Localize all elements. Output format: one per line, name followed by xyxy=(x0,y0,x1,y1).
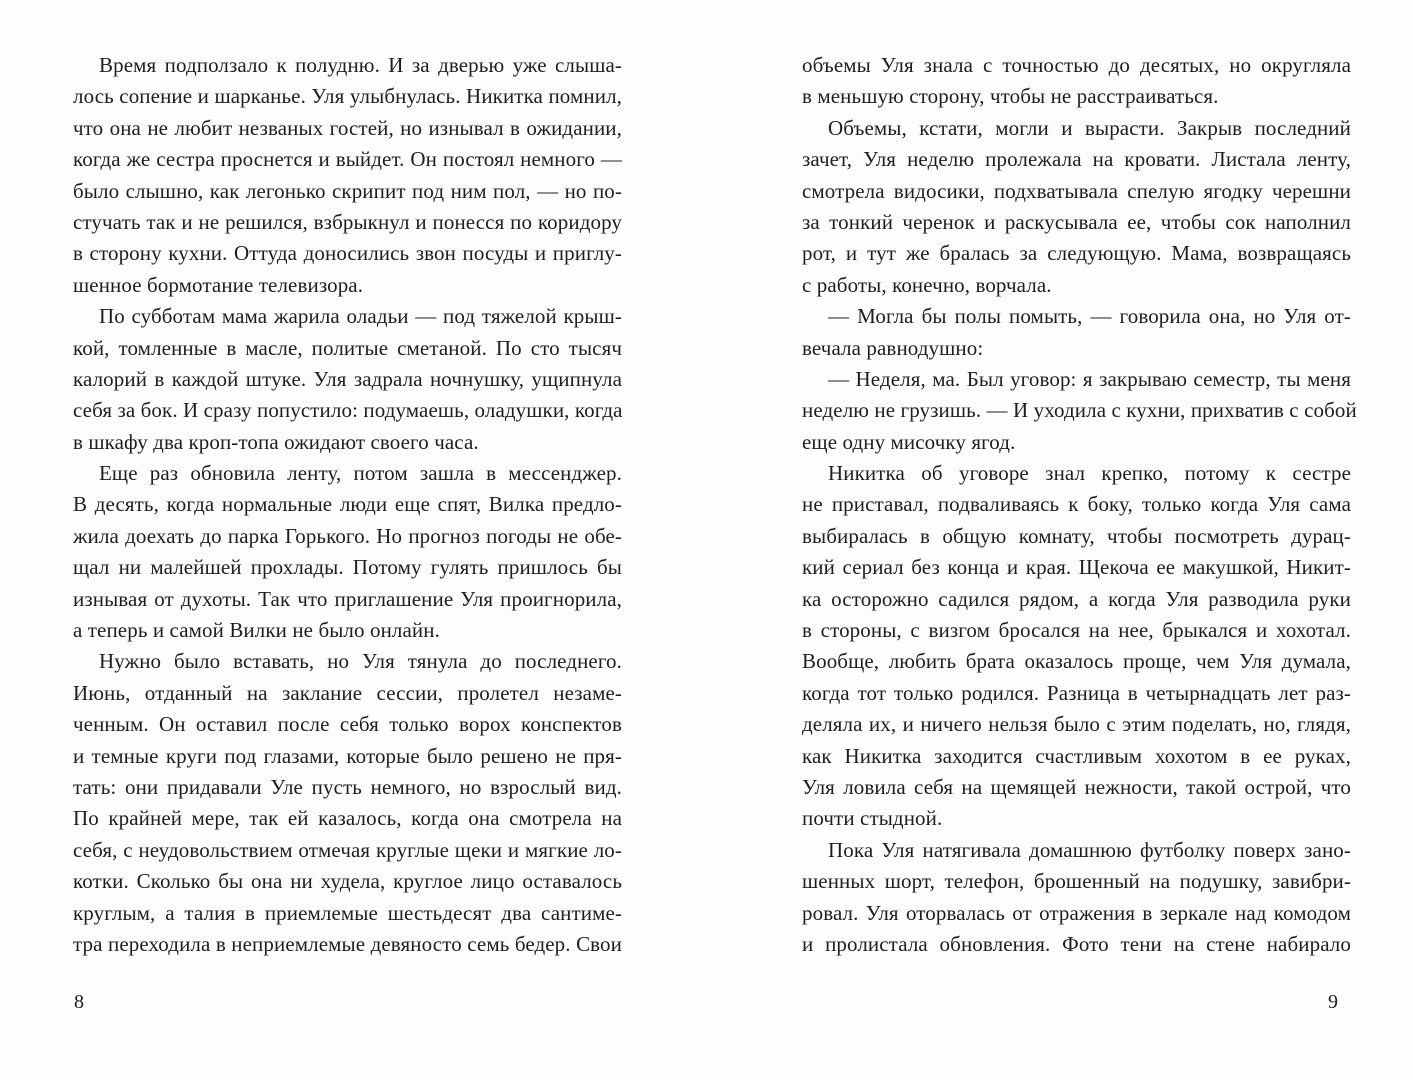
text-line: Объемы, кстати, могли и вырасти. Закрыв последний xyxy=(828,115,1351,140)
page-number-left: 8 xyxy=(74,991,84,1013)
text-line: почти стыдной. xyxy=(802,806,943,831)
text-line: шенных шорт, телефон, брошенный на подушку, завибри- xyxy=(802,869,1351,894)
text-line: ровал. Уля оторвалась от отражения в зеркале над комодом xyxy=(802,900,1351,925)
text-line: рот, и тут же бралась за следующую. Мама, возвращаясь xyxy=(802,241,1351,266)
text-line: калорий в каждой штуке. Уля задрала ночнушку, ущипнула xyxy=(73,366,622,391)
text-line: Время подползало к полудню. И за дверью уже слыша- xyxy=(99,53,622,77)
text-line: еще одну мисочку ягод. xyxy=(802,429,1016,454)
page-left-text xyxy=(73,50,622,960)
text-line: круглым, а талия в приемлемые шестьдесят два сантиме- xyxy=(73,900,622,925)
text-line: Пока Уля натягивала домашнюю футболку поверх зано- xyxy=(828,837,1351,862)
text-line: Июнь, отданный на заклание сессии, пролетел незаме- xyxy=(73,680,622,705)
text-line: было слышно, как легонько скрипит под ним пол, — но по- xyxy=(73,178,622,203)
text-line: — Могла бы полы помыть, — говорила она, но Уля от- xyxy=(828,304,1351,329)
text-line: По субботам мама жарила оладьи — под тяжелой крыш- xyxy=(99,304,622,329)
text-line: кой, томленные в масле, политые сметаной. По сто тысяч xyxy=(73,335,622,360)
text-line: Вообще, любить брата оказалось проще, чем Уля думала, xyxy=(802,649,1351,674)
text-line: лось сопение и шарканье. Уля улыбнулась. Никитка помнил, xyxy=(73,84,622,109)
text-line: не приставал, подваливаясь к боку, только когда Уля сама xyxy=(802,492,1351,517)
text-line: В десять, когда нормальные люди еще спят, Вилка предло- xyxy=(73,492,622,517)
text-line: зачет, Уля неделю пролежала на кровати. Листала ленту, xyxy=(802,147,1351,172)
text-line: тра переходила в неприемлемые девяносто семь бедер. Свои xyxy=(73,931,622,956)
text-line: смотрела видосики, подхватывала спелую ягодку черешни xyxy=(802,178,1351,203)
text-line: деляла их, и ничего нельзя было с этим поделать, но, глядя, xyxy=(802,712,1351,737)
text-line: за тонкий черенок и раскусывала ее, чтобы сок наполнил xyxy=(802,209,1351,234)
text-line: в меньшую сторону, чтобы не расстраиваться. xyxy=(802,84,1219,109)
text-line: Уля ловила себя на щемящей нежности, такой острой, что xyxy=(802,774,1351,799)
page-right-text xyxy=(802,50,1357,960)
text-line: себя за бок. И сразу попустило: подумаешь, оладушки, когда xyxy=(73,398,623,423)
text-line: кий сериал без конца и края. Щекоча ее макушкой, Никит- xyxy=(802,555,1351,580)
text-line: шенное бормотание телевизора. xyxy=(73,272,364,297)
text-line: котки. Сколько бы она ни худела, круглое лицо оставалось xyxy=(73,869,622,894)
text-line: жила доехать до парка Горького. Но прогноз погоды не обе- xyxy=(73,523,622,548)
text-line: тать: они придавали Уле пусть немного, но взрослый вид. xyxy=(73,774,622,799)
page-number-right: 9 xyxy=(1328,991,1338,1013)
text-line: в шкафу два кроп-топа ожидают своего часа. xyxy=(73,429,479,454)
text-line: ченным. Он оставил после себя только ворох конспектов xyxy=(73,712,622,737)
text-line: неделю не грузишь. — И уходила с кухни, прихватив с собой xyxy=(802,398,1357,423)
text-line: что она не любит незваных гостей, но изнывал в ожидании, xyxy=(73,115,622,140)
text-line: в сторону кухни. Оттуда доносились звон посуды и приглу- xyxy=(73,241,622,266)
text-line: Еще раз обновила ленту, потом зашла в мессенджер. xyxy=(99,461,622,486)
text-line: объемы Уля знала с точностью до десятых, но округляла xyxy=(802,53,1351,77)
text-line: а теперь и самой Вилки не было онлайн. xyxy=(73,618,440,643)
text-line: Нужно было вставать, но Уля тянула до последнего. xyxy=(99,649,622,674)
text-line: вечала равнодушно: xyxy=(802,335,984,360)
text-line: ка осторожно садился рядом, а когда Уля разводила руки xyxy=(802,586,1351,611)
text-line: Никитка об уговоре знал крепко, потому к сестре xyxy=(828,461,1351,486)
text-line: — Неделя, ма. Был уговор: я закрываю семестр, ты меня xyxy=(828,366,1351,391)
text-line: с работы, конечно, ворчала. xyxy=(802,272,1052,297)
text-line: себя, с неудовольствием отмечая круглые щеки и мягкие ло- xyxy=(73,837,622,862)
text-line: изнывая от духоты. Так что приглашение Уля проигнорила, xyxy=(73,586,622,611)
text-line: щал ни малейшей прохлады. Потому гулять пришлось бы xyxy=(73,555,622,580)
text-line: и пролистала обновления. Фото тени на стене набирало xyxy=(802,931,1351,956)
text-line: стучать так и не решился, взбрыкнул и понесся по коридору xyxy=(73,209,622,234)
text-line: выбиралась в общую комнату, чтобы посмотреть дурац- xyxy=(802,523,1351,548)
text-line: как Никитка заходится счастливым хохотом в ее руках, xyxy=(802,743,1351,768)
text-line: в стороны, с визгом бросался на нее, брыкался и хохотал. xyxy=(802,618,1351,643)
text-line: и темные круги под глазами, которые было решено не пря- xyxy=(73,743,622,768)
text-line: По крайней мере, так ей казалось, когда она смотрела на xyxy=(73,806,622,831)
text-line: когда же сестра проснется и выйдет. Он постоял немного — xyxy=(73,147,622,172)
text-line: когда тот только родился. Разница в четырнадцать лет раз- xyxy=(802,680,1351,705)
